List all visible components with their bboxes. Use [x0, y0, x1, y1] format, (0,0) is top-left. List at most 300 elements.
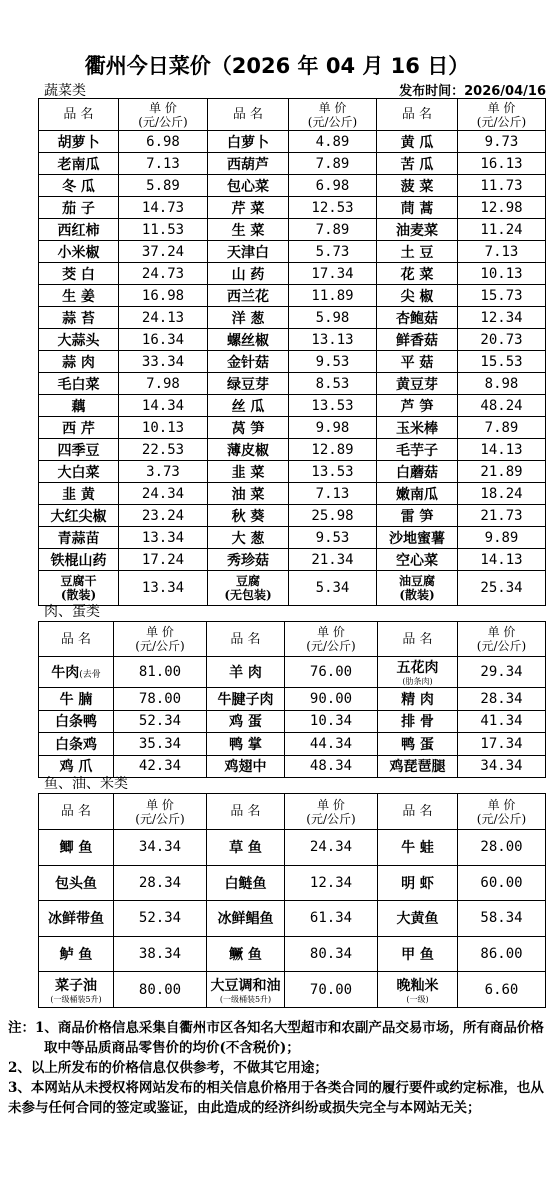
- item-name-text: 晚籼米: [396, 977, 439, 994]
- item-price: 16.13: [458, 153, 546, 175]
- item-name: [39, 219, 119, 241]
- item-price: 16.98: [119, 285, 208, 307]
- item-name-text: 菠 菜: [400, 178, 434, 195]
- table-row: [39, 153, 546, 175]
- item-name: [207, 972, 285, 1008]
- item-name: [39, 901, 114, 937]
- item-price: 15.53: [458, 351, 546, 373]
- item-price: 44.34: [285, 733, 378, 756]
- item-name-note: (散装): [60, 588, 97, 602]
- item-name: [39, 505, 119, 527]
- item-price: 7.13: [119, 153, 208, 175]
- item-price: 21.73: [458, 505, 546, 527]
- item-name: [377, 131, 458, 153]
- item-name: [208, 527, 289, 549]
- item-price: 3.73: [119, 461, 208, 483]
- item-name: [208, 197, 289, 219]
- item-price: 6.98: [289, 175, 377, 197]
- item-price: 58.34: [458, 901, 546, 937]
- item-price: 48.24: [458, 395, 546, 417]
- item-price: 28.00: [458, 830, 546, 866]
- item-price: 24.34: [285, 830, 378, 866]
- item-name: [39, 197, 119, 219]
- item-name: [39, 241, 119, 263]
- item-price: 7.89: [289, 153, 377, 175]
- item-price: 6.98: [119, 131, 208, 153]
- item-name: [207, 936, 285, 972]
- item-price: 90.00: [285, 688, 378, 711]
- table-row: [39, 972, 546, 1008]
- table-row: [39, 395, 546, 417]
- item-name-text: 茄 子: [62, 200, 95, 217]
- item-name-text: 五花肉: [396, 660, 439, 676]
- item-price: 81.00: [114, 657, 207, 688]
- item-name-text: 明 虾: [401, 875, 434, 892]
- table-row: [39, 483, 546, 505]
- item-name: [39, 527, 119, 549]
- item-price: 16.34: [119, 329, 208, 351]
- item-name-text: 西红柿: [57, 222, 100, 239]
- item-price: 24.34: [119, 483, 208, 505]
- price-header-line2: (元/公斤): [135, 811, 185, 826]
- price-header-line2: (元/公斤): [135, 639, 185, 653]
- section-label-fish-oil-rice: 鱼、油、米类: [44, 776, 128, 792]
- item-price: 61.34: [285, 901, 378, 937]
- item-name: [39, 830, 114, 866]
- item-name: [377, 219, 458, 241]
- item-name-text: 韭 黄: [62, 486, 95, 503]
- item-price: 29.34: [458, 657, 546, 688]
- item-price: 23.24: [119, 505, 208, 527]
- column-header-price: [458, 622, 546, 657]
- table-header-row: [39, 794, 546, 830]
- item-price: 21.34: [289, 549, 377, 571]
- item-price: 25.34: [458, 571, 546, 606]
- item-name: [378, 936, 458, 972]
- section-label-meat-eggs: 肉、蛋类: [44, 604, 100, 620]
- item-name-text: 白萝卜: [227, 134, 269, 151]
- price-header-line1: 单 价: [146, 625, 174, 639]
- note-2: 2、以上所发布的价格信息仅供参考，不做其它用途；: [8, 1060, 328, 1076]
- item-price: 11.24: [458, 219, 546, 241]
- item-name-text: 冰鲜带鱼: [48, 911, 104, 928]
- price-header-line1: 单 价: [317, 797, 345, 812]
- item-name-text: 白鲢鱼: [224, 875, 267, 892]
- item-name: [208, 549, 289, 571]
- item-name-text: 鲈 鱼: [59, 947, 93, 964]
- item-name: [377, 197, 458, 219]
- item-name: [39, 373, 119, 395]
- price-header-line1: 单 价: [318, 100, 347, 115]
- item-price: 24.73: [119, 263, 208, 285]
- item-name-text: 西葫芦: [227, 156, 269, 173]
- item-name: [208, 241, 289, 263]
- item-name-note: (去骨: [79, 670, 101, 680]
- item-name: [39, 153, 119, 175]
- item-name: [207, 688, 285, 711]
- column-header-price: [119, 99, 208, 131]
- table-row: [39, 263, 546, 285]
- item-price: 12.34: [458, 307, 546, 329]
- item-name: [208, 505, 289, 527]
- item-name: [208, 439, 289, 461]
- price-header-line1: 单 价: [487, 797, 516, 812]
- item-price: 12.34: [285, 865, 378, 901]
- table-row: [39, 307, 546, 329]
- price-header-line2: (元/公斤): [138, 114, 188, 129]
- item-name-text: 洋 葱: [231, 310, 265, 327]
- item-name: [377, 505, 458, 527]
- meat-egg-price-table: [38, 621, 546, 778]
- column-header-name: 品 名: [39, 99, 119, 131]
- item-name: [377, 175, 458, 197]
- item-name-text: 花 菜: [400, 266, 434, 283]
- item-price: 14.13: [458, 549, 546, 571]
- item-name-text: 莴 笋: [231, 420, 265, 437]
- disclaimer-notes: [8, 1018, 544, 1118]
- item-price: 48.34: [285, 755, 378, 778]
- note-1: 注：1、商品价格信息采集自衢州市区各知名大型超市和农副产品交易市场，所有商品价格取中等品质商品零售价的均价(不含税价)；: [8, 1020, 544, 1056]
- item-price: 14.13: [458, 439, 546, 461]
- item-name-text: 鲜香菇: [396, 332, 438, 349]
- section-label-vegetables: 蔬菜类: [44, 83, 86, 99]
- item-price: 80.34: [285, 936, 378, 972]
- item-name: [378, 830, 458, 866]
- item-price: 9.98: [289, 417, 377, 439]
- table-row: [39, 505, 546, 527]
- item-name-text: 尖 椒: [400, 288, 434, 305]
- price-header-line1: 单 价: [149, 100, 177, 115]
- item-name: [208, 131, 289, 153]
- item-name: [378, 657, 458, 688]
- item-name: [39, 710, 114, 733]
- item-name-text: 鸡 蛋: [229, 714, 262, 731]
- item-price: 8.53: [289, 373, 377, 395]
- table-row: [39, 527, 546, 549]
- item-name: [39, 263, 119, 285]
- item-name: [207, 901, 285, 937]
- table-row: [39, 417, 546, 439]
- item-name-text: 油豆腐: [398, 574, 435, 588]
- item-name-text: 铁棍山药: [50, 552, 107, 569]
- item-price: 86.00: [458, 936, 546, 972]
- item-price: 24.13: [119, 307, 208, 329]
- item-name-text: 嫩南瓜: [396, 486, 438, 503]
- item-name: [39, 131, 119, 153]
- note-3: 3、本网站从未授权将网站发布的相关信息价格用于各类合同的履行要件或约定标准，也从未参与任何合同的签定或鉴证，由此造成的经济纠纷或损失完全与本网站无关；: [8, 1080, 544, 1116]
- item-price: 33.34: [119, 351, 208, 373]
- item-name: [207, 733, 285, 756]
- item-price: 13.53: [289, 461, 377, 483]
- item-name-text: 韭 菜: [231, 464, 265, 481]
- item-price: 5.98: [289, 307, 377, 329]
- item-name: [207, 657, 285, 688]
- item-name-text: 豆腐: [235, 574, 260, 588]
- item-name: [378, 755, 458, 778]
- item-price: 70.00: [285, 972, 378, 1008]
- item-name: [377, 351, 458, 373]
- item-name: [208, 329, 289, 351]
- item-name-text: 白蘑菇: [396, 464, 438, 481]
- item-name-text: 大白菜: [57, 464, 100, 481]
- item-name-text: 鳜 鱼: [229, 947, 262, 964]
- item-price: 12.53: [289, 197, 377, 219]
- item-name: [378, 865, 458, 901]
- item-name-text: 鸡 爪: [59, 759, 93, 776]
- fish-oil-rice-price-table: [38, 793, 546, 1008]
- item-name: [39, 733, 114, 756]
- item-price: 52.34: [114, 901, 207, 937]
- item-name-text: 毛白菜: [57, 376, 100, 393]
- item-name-text: 茼 蒿: [400, 200, 434, 217]
- table-row: [39, 329, 546, 351]
- item-name-text: 鸡翅中: [224, 759, 267, 776]
- item-name: [377, 461, 458, 483]
- price-header-line1: 单 价: [487, 100, 516, 115]
- item-name: [208, 263, 289, 285]
- table-row: [39, 571, 546, 606]
- item-name: [208, 307, 289, 329]
- item-price: 25.98: [289, 505, 377, 527]
- item-price: 14.34: [119, 395, 208, 417]
- item-name: [377, 549, 458, 571]
- column-header-name: 品 名: [39, 622, 114, 657]
- table-row: [39, 865, 546, 901]
- item-price: 13.53: [289, 395, 377, 417]
- item-name: [377, 439, 458, 461]
- price-header-line2: (元/公斤): [476, 811, 527, 826]
- item-name: [208, 483, 289, 505]
- item-name: [39, 417, 119, 439]
- item-price: 13.34: [119, 527, 208, 549]
- item-price: 78.00: [114, 688, 207, 711]
- item-name: [39, 351, 119, 373]
- page-title: 衢州今日菜价（2026 年 04 月 16 日）: [84, 54, 470, 78]
- item-price: 21.89: [458, 461, 546, 483]
- item-price: 15.73: [458, 285, 546, 307]
- price-header-line2: (元/公斤): [476, 639, 527, 653]
- column-header-name: 品 名: [378, 622, 458, 657]
- item-price: 28.34: [114, 865, 207, 901]
- item-name: [378, 710, 458, 733]
- item-name-text: 豆腐干: [60, 574, 97, 588]
- item-name-text: 空心菜: [396, 552, 438, 569]
- item-price: 10.13: [119, 417, 208, 439]
- item-name: [378, 901, 458, 937]
- item-name-text: 油麦菜: [396, 222, 438, 239]
- item-name-text: 大豆调和油: [210, 977, 281, 994]
- item-price: 7.13: [289, 483, 377, 505]
- item-name-text: 秋 葵: [231, 508, 265, 525]
- item-name-text: 油 菜: [231, 486, 265, 503]
- table-row: [39, 439, 546, 461]
- column-header-price: [289, 99, 377, 131]
- item-name: [207, 865, 285, 901]
- item-price: 38.34: [114, 936, 207, 972]
- table-row: [39, 733, 546, 756]
- item-name: [207, 755, 285, 778]
- item-price: 12.89: [289, 439, 377, 461]
- item-name: [377, 263, 458, 285]
- item-price: 13.13: [289, 329, 377, 351]
- item-price: 41.34: [458, 710, 546, 733]
- table-header-row: [39, 622, 546, 657]
- item-price: 5.89: [119, 175, 208, 197]
- item-name-text: 包头鱼: [55, 875, 97, 892]
- table-row: [39, 373, 546, 395]
- item-name-text: 秀珍菇: [227, 552, 269, 569]
- item-price: 5.73: [289, 241, 377, 263]
- table-row: [39, 351, 546, 373]
- item-name: [208, 373, 289, 395]
- item-name-text: 沙地蜜薯: [389, 530, 445, 547]
- item-price: 7.98: [119, 373, 208, 395]
- item-price: 22.53: [119, 439, 208, 461]
- item-price: 11.73: [458, 175, 546, 197]
- column-header-name: 品 名: [207, 622, 285, 657]
- item-name: [377, 307, 458, 329]
- item-name: [378, 972, 458, 1008]
- item-name: [39, 307, 119, 329]
- item-name-text: 鸭 掌: [229, 736, 262, 753]
- item-name-note: (无包装): [224, 588, 272, 602]
- item-name-text: 鸭 蛋: [401, 736, 434, 753]
- item-name: [377, 527, 458, 549]
- item-price: 5.34: [289, 571, 377, 606]
- table-row: [39, 131, 546, 153]
- item-name-text: 大蒜头: [57, 332, 100, 349]
- item-name-text: 小米椒: [57, 244, 100, 261]
- table-row: [39, 241, 546, 263]
- item-name: [377, 571, 458, 606]
- table-row: [39, 688, 546, 711]
- item-price: 9.89: [458, 527, 546, 549]
- item-name: [208, 153, 289, 175]
- item-price: 76.00: [285, 657, 378, 688]
- item-name-text: 牛肉: [51, 665, 80, 681]
- item-name: [208, 219, 289, 241]
- item-name-text: 青蒜苗: [57, 530, 100, 547]
- item-name: [377, 373, 458, 395]
- item-name: [377, 241, 458, 263]
- item-name-text: 大黄鱼: [396, 911, 439, 928]
- item-name: [39, 865, 114, 901]
- item-name-text: 老南瓜: [57, 156, 100, 173]
- column-header-price: [285, 794, 378, 830]
- item-price: 12.98: [458, 197, 546, 219]
- item-name-text: 白条鸭: [55, 714, 97, 731]
- item-name: [39, 329, 119, 351]
- item-price: 11.53: [119, 219, 208, 241]
- item-name-note: (一级桶装5升): [50, 994, 102, 1004]
- price-header-line2: (元/公斤): [476, 114, 527, 129]
- item-name: [377, 153, 458, 175]
- item-name-text: 芹 菜: [231, 200, 265, 217]
- item-name: [39, 461, 119, 483]
- item-name-text: 牛 蛙: [401, 840, 434, 857]
- publish-date: 发布时间：2026/04/16: [399, 84, 546, 99]
- item-name-text: 鸡琵琶腿: [389, 759, 446, 776]
- item-price: 13.34: [119, 571, 208, 606]
- item-name-text: 金针菇: [227, 354, 269, 371]
- column-header-name: 品 名: [208, 99, 289, 131]
- item-name: [39, 688, 114, 711]
- column-header-name: 品 名: [377, 99, 458, 131]
- table-row: [39, 175, 546, 197]
- item-name: [378, 688, 458, 711]
- item-name: [39, 972, 114, 1008]
- column-header-price: [114, 622, 207, 657]
- item-name-text: 白条鸡: [55, 736, 97, 753]
- item-price: 28.34: [458, 688, 546, 711]
- item-name-note: (散装): [399, 588, 435, 602]
- column-header-name: 品 名: [39, 794, 114, 830]
- item-name-text: 苦 瓜: [400, 156, 434, 173]
- price-header-line1: 单 价: [317, 625, 345, 639]
- column-header-price: [114, 794, 207, 830]
- item-price: 34.34: [458, 755, 546, 778]
- item-price: 11.89: [289, 285, 377, 307]
- column-header-name: 品 名: [378, 794, 458, 830]
- table-row: [39, 830, 546, 866]
- item-name-text: 草 鱼: [229, 840, 262, 857]
- item-price: 7.13: [458, 241, 546, 263]
- item-price: 37.24: [119, 241, 208, 263]
- table-row: [39, 657, 546, 688]
- item-name-text: 山 药: [231, 266, 265, 283]
- table-row: [39, 710, 546, 733]
- column-header-price: [458, 794, 546, 830]
- item-name: [39, 439, 119, 461]
- item-price: 80.00: [114, 972, 207, 1008]
- item-name-text: 藕: [71, 398, 86, 415]
- table-row: [39, 197, 546, 219]
- item-price: 60.00: [458, 865, 546, 901]
- item-name: [39, 285, 119, 307]
- item-name-text: 芦 笋: [400, 398, 434, 415]
- item-price: 7.89: [289, 219, 377, 241]
- item-price: 52.34: [114, 710, 207, 733]
- item-name-text: 牛 腩: [59, 691, 93, 708]
- item-name-text: 冬 瓜: [62, 178, 95, 195]
- item-name-note: (肋条肉): [402, 677, 433, 686]
- price-header-line1: 单 价: [146, 797, 174, 812]
- item-name-text: 羊 肉: [229, 665, 262, 681]
- item-name-text: 大红尖椒: [50, 508, 107, 525]
- item-price: 34.34: [114, 830, 207, 866]
- item-name: [208, 351, 289, 373]
- item-name-text: 玉米棒: [396, 420, 438, 437]
- item-name-text: 甲 鱼: [401, 947, 434, 964]
- item-name-text: 西 芹: [62, 420, 95, 437]
- item-name-text: 丝 瓜: [231, 398, 265, 415]
- item-name-text: 四季豆: [57, 442, 100, 459]
- item-name: [208, 417, 289, 439]
- price-header-line1: 单 价: [487, 625, 516, 639]
- price-header-line2: (元/公斤): [307, 114, 358, 129]
- item-name-text: 菜子油: [55, 977, 97, 994]
- item-name-text: 生 菜: [231, 222, 265, 239]
- item-price: 6.60: [458, 972, 546, 1008]
- item-price: 9.73: [458, 131, 546, 153]
- table-header-row: [39, 99, 546, 131]
- table-row: [39, 461, 546, 483]
- item-name-text: 绿豆芽: [227, 376, 269, 393]
- item-name-text: 冰鲜鲳鱼: [217, 911, 274, 928]
- item-name-text: 茭 白: [62, 266, 95, 283]
- table-row: [39, 936, 546, 972]
- item-name: [208, 571, 289, 606]
